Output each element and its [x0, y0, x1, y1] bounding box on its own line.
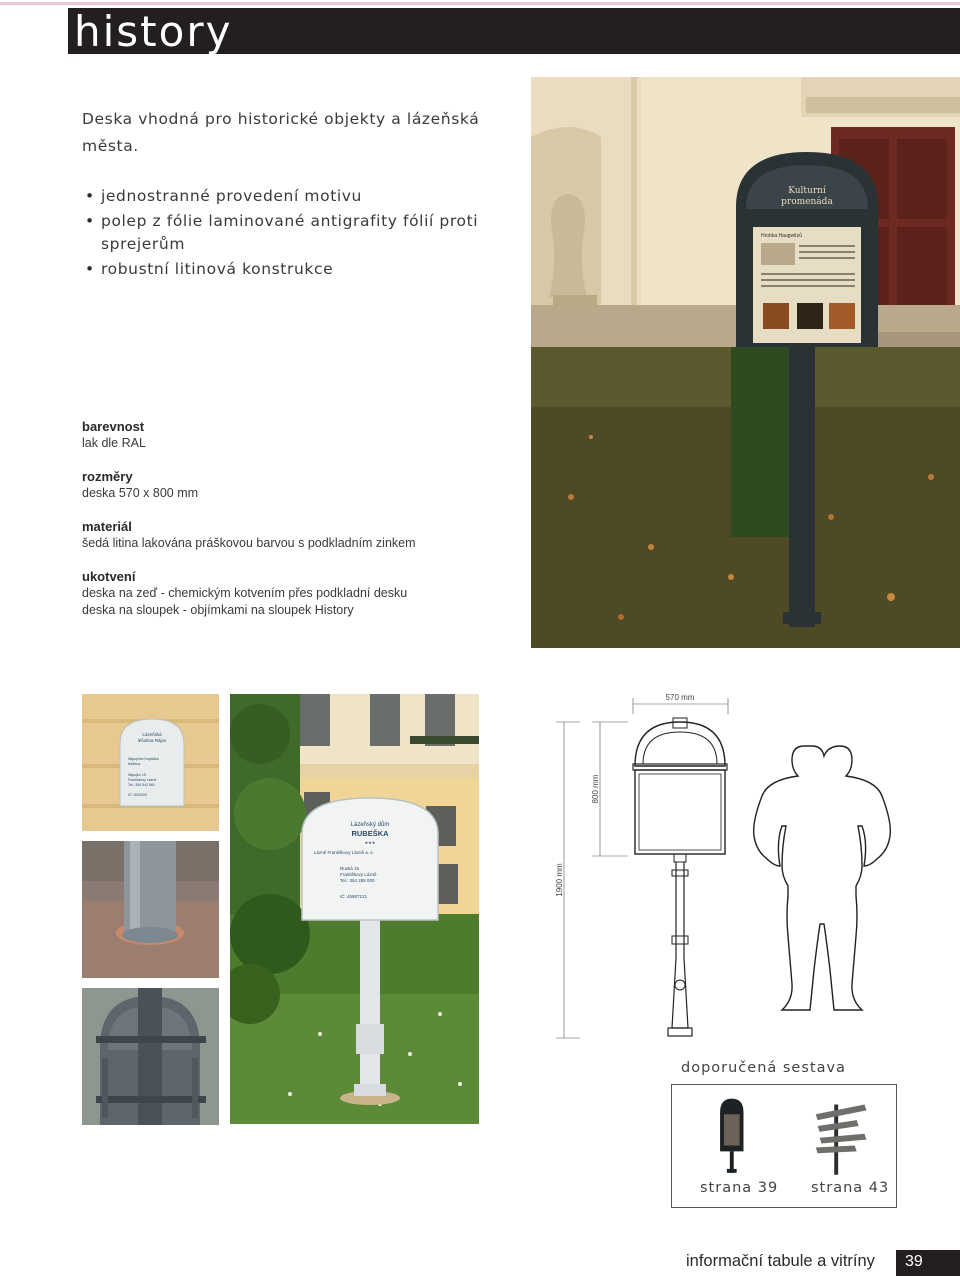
street-sign-line1: Lázeňský dům: [350, 822, 390, 828]
page-number: 39: [905, 1253, 923, 1270]
spec-label: materiál: [82, 519, 132, 534]
page-title: history: [74, 7, 233, 56]
recommended-link-2[interactable]: strana 43: [811, 1180, 890, 1196]
feature-item: • jednostranné provedení motivu: [82, 185, 512, 208]
street-sign-line2: RUBEŠKA: [351, 829, 389, 838]
wall-sign-line3: Nápojnice Kapsláku: [128, 757, 159, 761]
spec-label: rozměry: [82, 469, 133, 484]
wall-sign-line1: Lázeňská: [142, 732, 162, 737]
street-photo: [230, 694, 479, 1124]
board-height-dimension: 800 mm: [591, 774, 600, 804]
wall-mount-photo: [82, 694, 219, 831]
spec-value: lak dle RAL: [82, 436, 146, 450]
wall-sign-line5: Nápojko 15: [128, 773, 146, 777]
footer-section-title: informační tabule a vitríny: [686, 1252, 875, 1270]
spec-mounting: [82, 568, 522, 619]
spec-material: [82, 518, 522, 552]
spec-dimensions: [82, 468, 522, 502]
main-sign-heading: Hrobka Haugwitzů: [761, 233, 802, 239]
recommended-link-1[interactable]: strana 39: [700, 1180, 779, 1196]
total-height-dimension: 1900 mm: [555, 863, 564, 897]
technical-drawing: [540, 688, 920, 1048]
wall-sign-line8: IČ: 0000000: [128, 793, 148, 797]
wall-sign-line4: léčebna: [128, 762, 141, 766]
wall-sign-line2: léčebna Rájov: [137, 738, 167, 743]
post-base-photo: [82, 841, 219, 978]
main-photo: [531, 77, 960, 648]
wall-sign-line6: Františkovy Lázně: [128, 778, 157, 782]
spec-value: deska 570 x 800 mm: [82, 486, 199, 500]
street-sign-stars: ★★★: [364, 840, 376, 845]
street-sign-line5: Františkovy Lázně: [340, 872, 377, 877]
spec-value: deska na sloupek - objímkami na sloupek History: [82, 603, 354, 617]
feature-list: [82, 185, 512, 283]
clamp-photo: [82, 988, 219, 1125]
street-sign-line3: Lázně Františkovy Lázně a. s.: [314, 850, 374, 855]
recommended-title: doporučená sestava: [681, 1060, 846, 1076]
page-number-badge: [896, 1250, 960, 1276]
main-sign-title-1: Kulturní: [788, 186, 826, 196]
feature-item: • polep z fólie laminované antigrafity fólií proti sprejerům: [82, 210, 512, 256]
wall-sign-line7: Tel.: 354 542 561: [128, 783, 155, 787]
street-sign-line4: Ruská 15: [340, 866, 360, 871]
main-sign-title-2: promenáda: [781, 197, 833, 207]
title-bar: [68, 8, 960, 54]
street-sign-line6: Tel.: 354 285 000: [340, 878, 375, 883]
feature-item: • robustní litinová konstrukce: [82, 258, 512, 281]
spec-label: barevnost: [82, 419, 145, 434]
spec-color: [82, 418, 522, 452]
spec-list: [82, 418, 522, 635]
spec-label: ukotvení: [82, 569, 136, 584]
intro-text: Deska vhodná pro historické objekty a lázeňská města.: [82, 110, 480, 155]
street-sign-line7: IČ: 46887121: [340, 894, 368, 899]
width-dimension: 570 mm: [665, 693, 695, 702]
spec-value: deska na zeď - chemickým kotvením přes podkladní desku: [82, 586, 408, 600]
spec-value: šedá litina lakována práškovou barvou s podkladním zinkem: [82, 536, 416, 550]
